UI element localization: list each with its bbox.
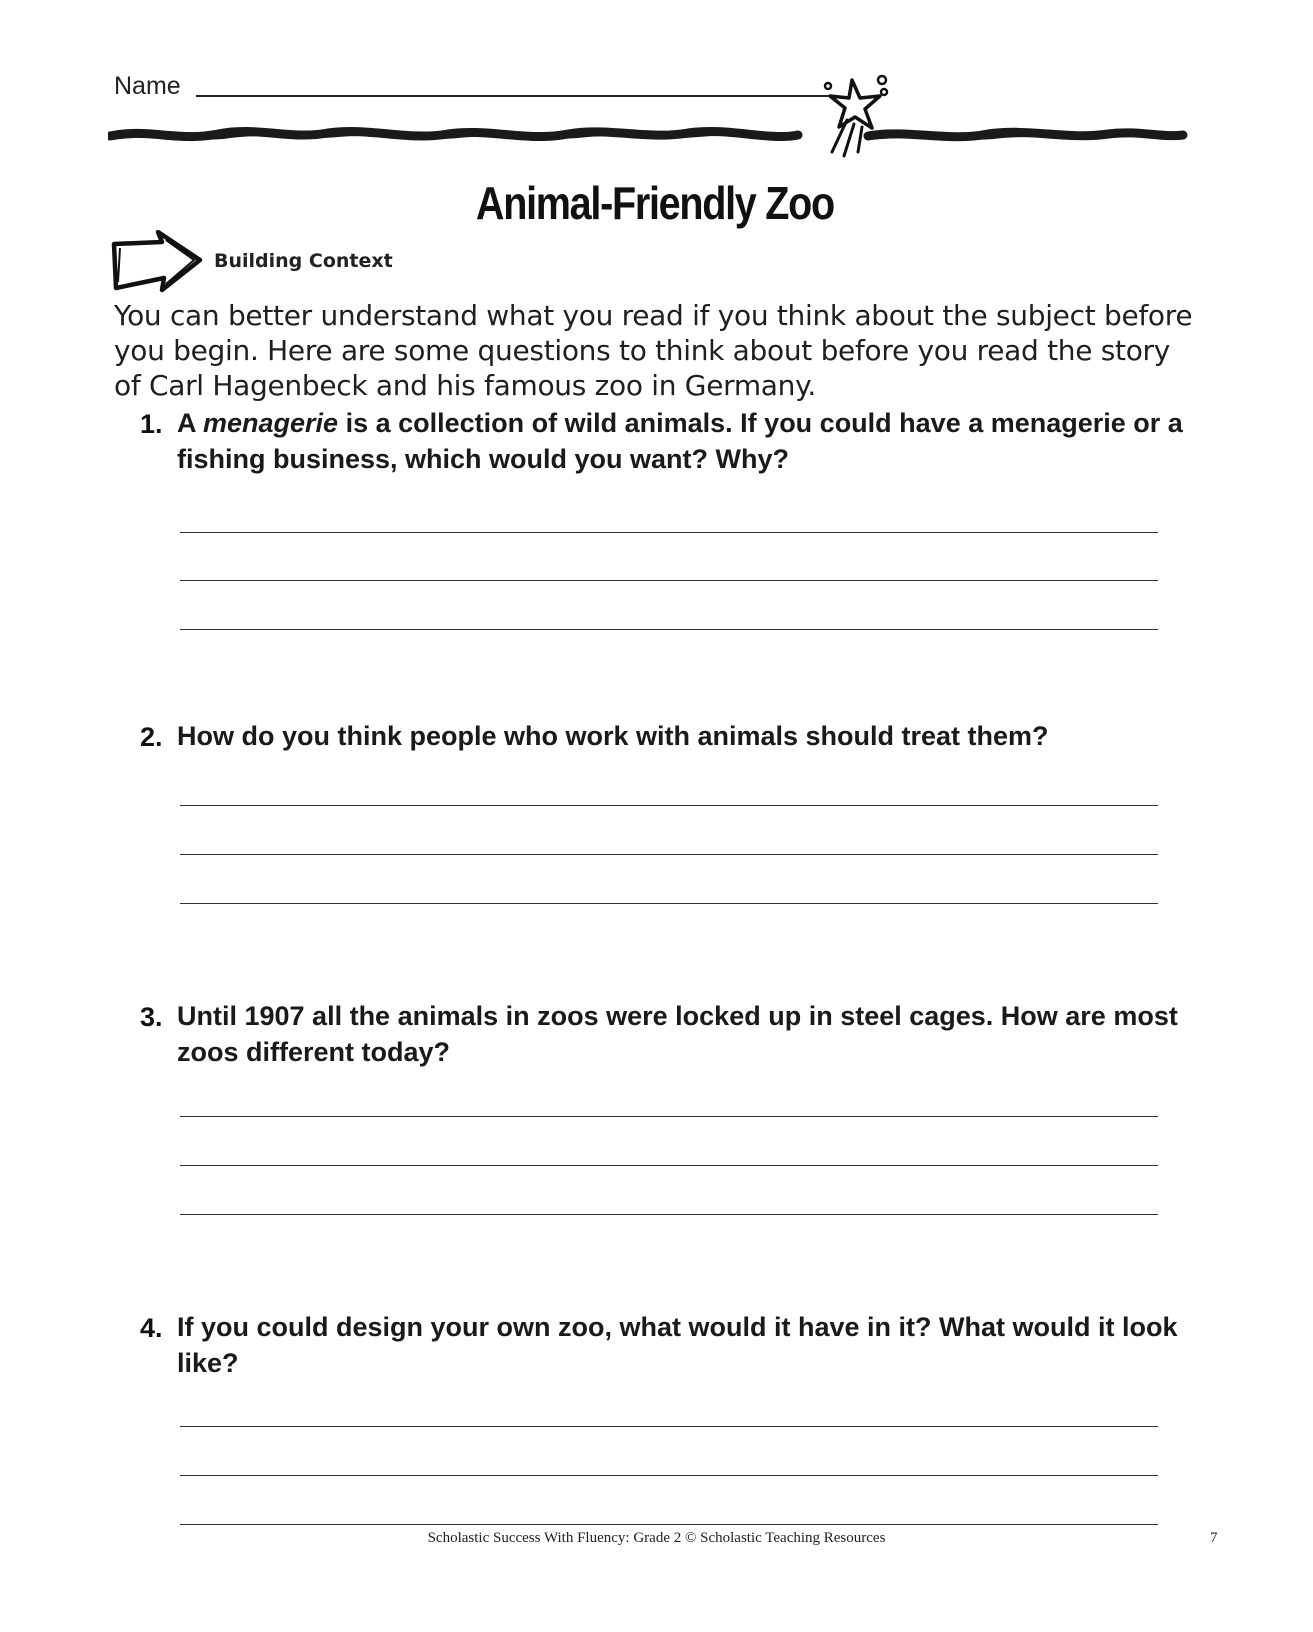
question-text-prefix: A (177, 408, 203, 438)
answer-line[interactable] (180, 1165, 1158, 1166)
answer-line[interactable] (180, 1475, 1158, 1476)
question-text: If you could design your own zoo, what would it have in it? What would it look like? (177, 1312, 1178, 1378)
page-title: Animal-Friendly Zoo (475, 177, 834, 229)
intro-paragraph: You can better understand what you read if you think about the subject before you begin. Here are some questions to think about before you read the story of Carl Hagenbeck and his famous zoo in Germany. (114, 299, 1193, 402)
wavy-rule-decoration (108, 120, 1188, 150)
question-number: 4. (140, 1313, 163, 1343)
question-italic-term: menagerie (203, 408, 339, 438)
question-number: 3. (140, 1002, 163, 1032)
answer-line[interactable] (180, 1426, 1158, 1427)
answer-line[interactable] (180, 854, 1158, 855)
question-text (177, 405, 1187, 477)
answer-line[interactable] (180, 805, 1158, 806)
question-number: 1. (140, 409, 163, 439)
answer-line[interactable] (180, 1214, 1158, 1215)
answer-line[interactable] (180, 903, 1158, 904)
answer-line[interactable] (180, 532, 1158, 533)
name-label: Name (114, 72, 181, 100)
question-number: 2. (140, 722, 163, 752)
question-text: Until 1907 all the animals in zoos were locked up in steel cages. How are most zoos different today? (177, 1001, 1178, 1067)
arrow-icon (110, 230, 205, 300)
answer-line[interactable] (180, 1116, 1158, 1117)
name-input-line[interactable] (196, 95, 836, 97)
shooting-star-icon (822, 72, 902, 162)
question-text: How do you think people who work with animals should treat them? (177, 721, 1049, 751)
answer-line[interactable] (180, 1524, 1158, 1525)
answer-line[interactable] (180, 629, 1158, 630)
answer-line[interactable] (180, 580, 1158, 581)
section-label: Building Context (214, 250, 393, 272)
question-text-body: is a collection of wild animals. If you could have a menagerie or a fishing business, which would you want? Why? (177, 408, 1183, 474)
page-number: 7 (1210, 1530, 1218, 1546)
footer-credit: Scholastic Success With Fluency: Grade 2 © Scholastic Teaching Resources (427, 1530, 886, 1546)
